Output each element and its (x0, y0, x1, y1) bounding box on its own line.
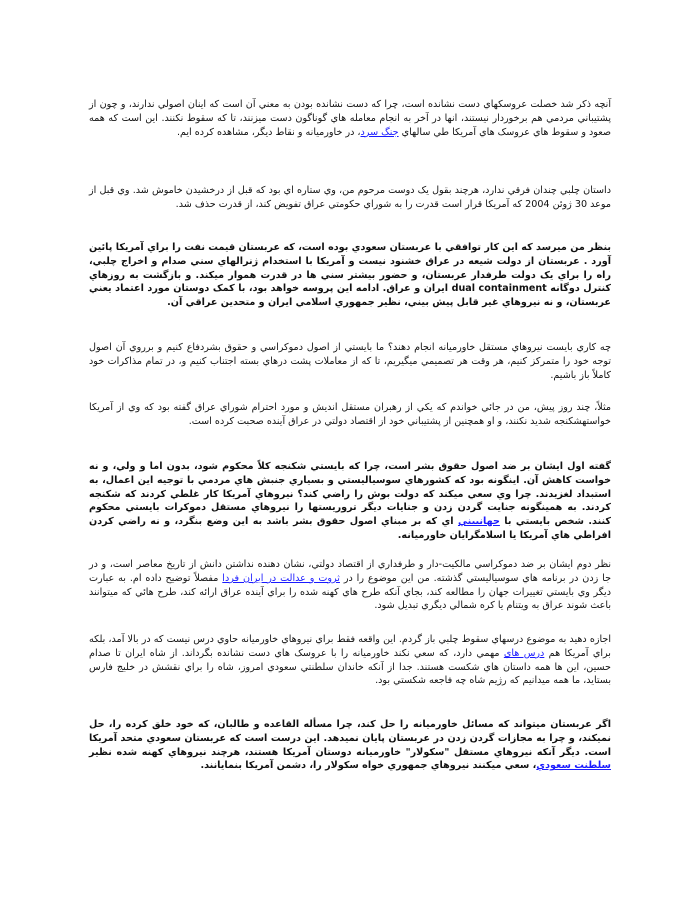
paragraph-9 (89, 718, 611, 773)
paragraph-4: چه کاري بايست نيروهاي مستقل خاورميانه انجام دهند؟ ما بايستي از اصول دموکراسي و حقوق بشردفاع کنيم و برروي آن اصول توجه خود را متمرکز کنيم، هر وقت هر تصميمي ميگيريم، تا که از معاملات پشت درهاي بسته اجتناب کنيم و، در تمام مذاکرات خود کاملاً باز باشيم. (89, 342, 611, 381)
paragraph-1 (89, 98, 611, 139)
paragraph-3 (89, 241, 611, 310)
paragraph-2-text: داستان چلبي چندان فرقي ندارد، هرچند بقول يک دوست مرحوم من، وي ستاره اي بود که قبل از درخشيدن خاموش شد. وي قبل از موعد 30 ژوئن (89, 185, 611, 210)
link-cold-war[interactable]: جنگ سرد (360, 126, 399, 138)
link-wealth-justice[interactable]: ثروت و عدالت در ايران فردا (222, 572, 340, 584)
paragraph-7-tail: مفصلاً توضيح داده ام. به عبارت ديگر وي بايستي تغييرات جهان را مطالعه کند، بجاي آنکه طرح هاي کهنه شده را براي آينده عراق ارائه کند، طرح هائي که ميتوانند باعث شوند عراق به ويتنام يا کره شمالي ديگري تبديل شود. (89, 572, 611, 612)
link-lessons[interactable]: درس هاي (503, 647, 545, 659)
paragraph-6 (89, 460, 611, 543)
paragraph-3-english-term: dual containment (451, 283, 547, 295)
paragraph-5: مثلاً، چند روز پيش، من در جائي خواندم که يکي از رهبران مستقل انديش و مورد احترام شوراي عراق گفته بود که وي از آمريکا خواستهشکنجه شديد نکنند، و او همچنين از پشتيباني خود از اقتصاد دولتي در عراق آينده صحبت کرده است. (89, 402, 611, 427)
paragraph-3-tail: ايران و عراق. ادامه اين پروسه خواهد بود، با کمک دوستان مورد اعتماد يعني عربستان، و نه نيروهاي غير قابل پيش بيني، نظير جمهوري اسلامي ايران و متحدين عراقي آن. (89, 283, 611, 309)
paragraph-1-tail: ، در خاورميانه و نقاط ديگر، مشاهده کرده ايم. (176, 126, 361, 138)
paragraph-9-text: اگر عربستان ميتواند که مسائل خاورميانه را حل کند، چرا مسأله القاعده و طالبان، که خود خلق کرده را، حل نميکند، و چرا به مجازات گردن زدن در عربستان پايان نميدهد. اين درست است که عربستان سعودي متحد آمريکا است. ديگر آنکه نيروهاي مستقل "سکولار" خاورميانه دوستان آمريکا هستند، هرچند نيروهاي کهنه شده نظير (89, 719, 611, 758)
paragraph-8-tail: مهمي دارد، که سعي نکند خاورميانه را با عروسک هاي دست نشانده بگرداند. از شاه ايران تا صدام حسين، اين ها همه داستان هاي شکست هستند. جدا از آنکه خاندان سلطنتي سعودي امروز، شاه را براي نقشش در خليج فارس بستايد، ما همه ميدانيم که رژيم شاه چه فاجعه شکستي بود. (89, 647, 611, 687)
paragraph-1-text: آنچه ذکر شد خصلت عروسکهاي دست نشانده است، چرا که دست نشانده بودن به معني آن است که اينان اصولي ندارند، و چون از پشتيباني مردمي هم برخوردار نيستند، انها در آخر به انجام معامله هاي گوناگون دست ميزنند، تا که سقوط نکنند. اين است که همه صعود و سقوط هاي عروسک هاي آمريکا طي سالهاي (89, 99, 611, 138)
paragraph-2-year: 2004 (525, 198, 550, 210)
paragraph-8 (89, 633, 611, 688)
paragraph-7 (89, 558, 611, 613)
paragraph-2 (89, 184, 611, 212)
link-worldview[interactable]: جهانبيني (457, 516, 500, 528)
paragraph-2-tail: که آمريکا قرار است قدرت را به شوراي حکومتي عراق تفويض کند، از قدرت حذف شد. (175, 198, 526, 210)
paragraph-9-tail: ، سعي ميکنند نيروهاي جمهوري خواه سکولار را، دشمن آمريکا بنمايانند. (200, 760, 537, 772)
paragraph-6-text: گفته اول ايشان بر ضد اصول حقوق بشر است، چرا که بايستي شکنجه کلاً محکوم شود، بدون اما و ولي، و نه خواست کاهش آن. اينگونه بود که کشورهاي سوسياليستي و بسياري جنبش هاي مردمي با توجيه اين اعمال، به استبداد لغزيدند. چرا وي سعي ميکند که دولت بوش را راضي کند؟ نيروهاي آمريکا کار غلطي کردند که شکنجه کردند. به همينگونه جنايت گردن زدن و جنايات ديگر تروريستها را نيروهاي مستقل دموکرات بايستي محکوم کنند. شخص بايستي با (89, 461, 611, 528)
paragraph-6-tail: اي که بر مبناي اصول حقوق بشر باشد به اين وضع بنگرد، و نه راضي کردن افراطي هاي آمريکا يا اسلامگرايان خاورميانه. (89, 516, 611, 541)
paragraph-8-text: اجازه دهيد به موضوع درسهاي سقوط چلبي باز گردم. اين واقعه فقط براي نيروهاي خاورميانه حاوي درس نيست که در بالا آمد، بلکه براي آمريکا هم (89, 634, 611, 659)
link-saudi-monarchy[interactable]: سلطنت سعودي (536, 760, 611, 772)
paragraph-3-text: بنظر من ميرسد که اين کار توافقي با عربستان سعودي بوده است، که عربستان قيمت نفت را براي آمريکا پائين آورد . عربستان از دولت شيعه در عراق خشنود نيست و آمريکا با استخدام ژنرالهاي سني صدام و اخراج چلبي، راه را براي يک دولت طرفدار عربستان، و حضور بيشتر سني ها در قدرت هموار ميکند. و بازگشت به روزهاي کنترل دوگانه (89, 242, 611, 295)
paragraph-7-text: نظر دوم ايشان بر ضد دموکراسي مالکيت-دار و طرفداري از اقتصاد دولتي، نشان دهنده نداشتن دانش از تاريخ معاصر است، و در جا زدن در برنامه هاي سوسياليستي گذشته. من اين موضوع را در (89, 559, 611, 584)
